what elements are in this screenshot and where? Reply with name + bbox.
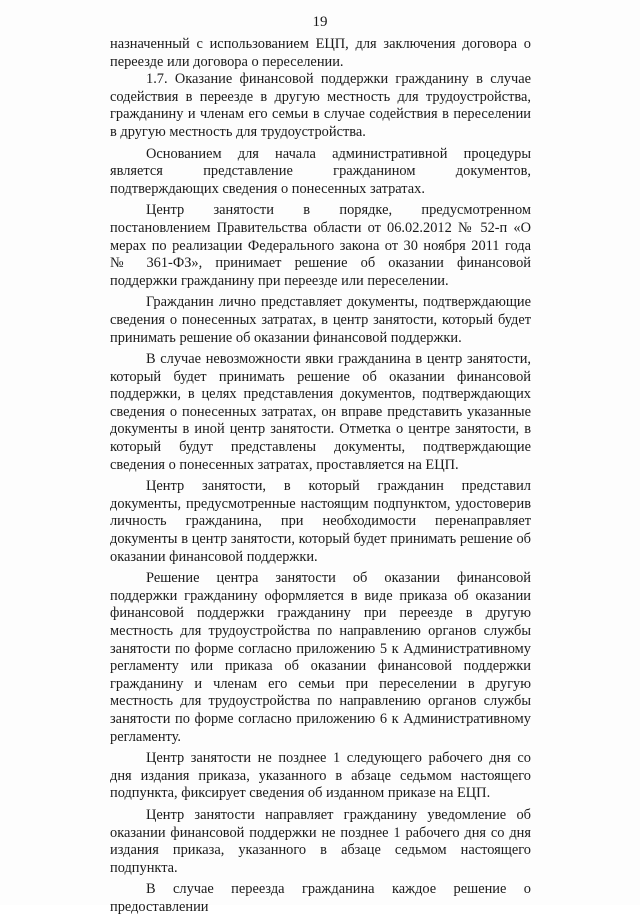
paragraph: Центр занятости в порядке, предусмотренном постановлением Правительства области от 06.02.2012 № 52-п «О мерах по реализации Федерального закона от 30 ноября 2011 года № 361-ФЗ», принимает решение об оказании финансовой поддержки гражданину при переезде или переселении.	[110, 202, 531, 289]
paragraph: Центр занятости направляет гражданину уведомление об оказании финансовой поддержки не позднее 1 рабочего дня со дня издания приказа, указанного в абзаце седьмом настоящего подпункта.	[110, 806, 531, 876]
paragraph: Центр занятости не позднее 1 следующего рабочего дня со дня издания приказа, указанного в абзаце седьмом настоящего подпункта, фиксирует сведения об изданном приказе на ЕЦП.	[110, 750, 531, 802]
paragraph: Центр занятости, в который гражданин представил документы, предусмотренные настоящим подпунктом, удостоверив личность гражданина, при необходимости перенаправляет документы в центр занятости, который будет принимать решение об оказании финансовой поддержки.	[110, 478, 531, 565]
paragraph-section-heading: 1.7. Оказание финансовой поддержки гражданину в случае содействия в переезде в другую местность для трудоустройства, гражданину и членам его семьи в случае содействия в переселении в другую местность для трудоустройства.	[110, 71, 531, 140]
document-body	[110, 36, 531, 917]
paragraph: Гражданин лично представляет документы, подтверждающие сведения о понесенных затратах, в центр занятости, который будет принимать решение об оказании финансовой поддержки.	[110, 294, 531, 346]
page-number: 19	[312, 14, 328, 30]
paragraph: В случае переезда гражданина каждое решение о предоставлении	[110, 881, 531, 915]
paragraph: назначенный с использованием ЕЦП, для заключения договора о переезде или договора о переселении.	[110, 36, 531, 70]
paragraph: Основанием для начала административной процедуры является представление гражданином документов, подтверждающих сведения о понесенных затратах.	[110, 145, 531, 197]
paragraph: В случае невозможности явки гражданина в центр занятости, который будет принимать решение об оказании финансовой поддержки, в целях представления документов, подтверждающих сведения о понесенных затратах, он вправе представить указанные документы в иной центр занятости. Отметка о центре занятости, в который будут представлены документы, подтверждающие сведения о понесенных затратах, проставляется на ЕЦП.	[110, 351, 531, 473]
paragraph: Решение центра занятости об оказании финансовой поддержки гражданину оформляется в виде приказа об оказании финансовой поддержки гражданину при переезде в другую местность для трудоустройства по направлению органов службы занятости по форме согласно приложению 5 к Административному регламенту или приказа об оказании финансовой поддержки гражданину и членам его семьи при переселении в другую местность для трудоустройства по направлению органов службы занятости по форме согласно приложению 6 к Административному регламенту.	[110, 570, 531, 745]
